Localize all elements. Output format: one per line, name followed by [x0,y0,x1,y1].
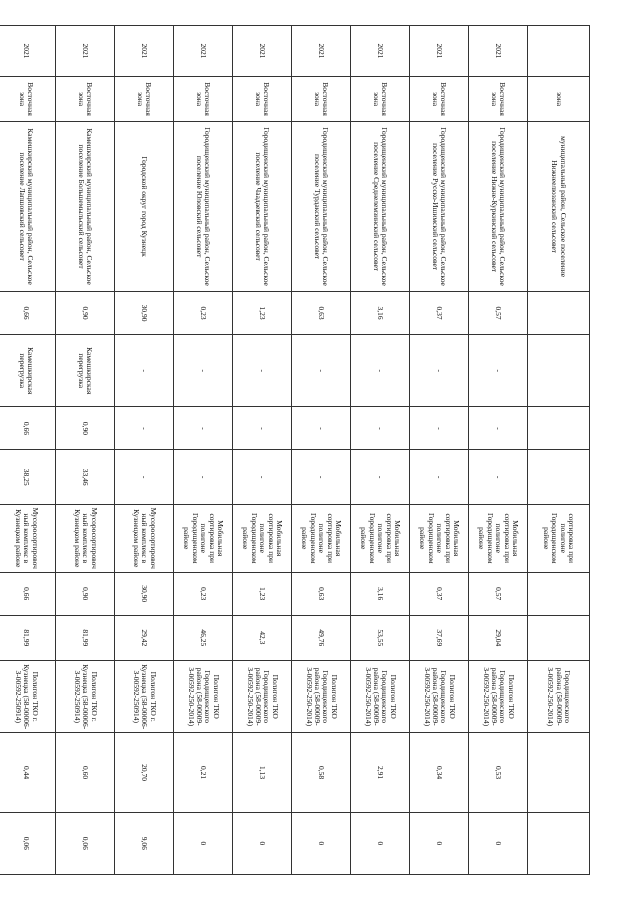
cell-year: 2021 [292,26,351,77]
cell-volume4 [528,572,590,615]
cell-zone: Восточная зона [469,76,528,121]
cell-volume1: 0,23 [174,292,233,335]
cell-volume1: 3,16 [351,292,410,335]
cell-object3: Полигон ТКО Городищенского района (58-00009-З-00592-250-2014) [469,660,528,732]
cell-volume1: 0,63 [292,292,351,335]
cell-zone: Восточная зона [56,76,115,121]
cell-volume1: 0,66 [0,292,56,335]
cell-volume3: 33,46 [56,450,115,504]
cell-municipality: Городищенский муниципальный район, Сельское поселение Турдакский сельсовет [292,122,351,292]
cell-municipality: муниципальный район, Сельское поселение Нижнеелюзанский сельсовет [528,122,590,292]
cell-volume1: 30,90 [115,292,174,335]
cell-volume4: 1,23 [233,572,292,615]
cell-volume4: 0,37 [410,572,469,615]
cell-volume2 [528,407,590,450]
cell-volume4: 3,16 [351,572,410,615]
cell-volume2: - [469,407,528,450]
table-row [410,26,469,875]
cell-object3: Полигон ТКО Городищенского района (58-00009-З-00592-250-2014) [233,660,292,732]
cell-zone: Восточная зона [174,76,233,121]
cell-zone: Восточная зона [233,76,292,121]
cell-value2: 0 [410,812,469,874]
cell-distance: 53,55 [351,615,410,660]
cell-zone: Восточная зона [351,76,410,121]
cell-distance: 81,99 [56,615,115,660]
cell-volume3: - [469,450,528,504]
cell-year: 2021 [115,26,174,77]
cell-distance: 37,69 [410,615,469,660]
cell-year [528,26,590,77]
cell-volume1: 1,23 [233,292,292,335]
cell-value2: 0 [351,812,410,874]
cell-volume2: 0,90 [56,407,115,450]
cell-year: 2021 [233,26,292,77]
cell-volume4: 0,66 [0,572,56,615]
cell-volume4: 30,90 [115,572,174,615]
cell-municipality: Городищенский муниципальный район, Сельское поселение Среднелемзинский сельсовет [351,122,410,292]
cell-volume3: - [351,450,410,504]
cell-distance: 29,42 [115,615,174,660]
cell-object2: Мусоросортировочный комплекс в Кузнецком районе [115,504,174,572]
cell-municipality: Камешкирский муниципальный район, Сельское поселение Большемыльский сельсовет [56,122,115,292]
cell-object2: Мобильная сортировка при полигоне Городищенском районе [292,504,351,572]
cell-value1: 0,21 [174,733,233,812]
cell-volume1: 0,57 [469,292,528,335]
cell-distance [528,615,590,660]
cell-object2: Мобильная сортировка при полигоне Городищенском районе [410,504,469,572]
cell-volume3: - [292,450,351,504]
cell-value2: 9,06 [115,812,174,874]
cell-value1: 0,58 [292,733,351,812]
cell-municipality: Городищенский муниципальный район, Сельское поселение Юловский сельсовет [174,122,233,292]
table-row [233,26,292,875]
cell-municipality: Городищенский муниципальный район, Сельское поселение Чаадаевский сельсовет [233,122,292,292]
cell-object1: - [174,335,233,407]
cell-volume2: - [292,407,351,450]
table-body [0,26,590,875]
cell-object3: Полигон ТКО Городищенского района (58-00009-З-00592-250-2014) [351,660,410,732]
cell-object2: Мобильная сортировка при полигоне Городищенском районе [233,504,292,572]
cell-object1: Камешкирская перегрузка [0,335,56,407]
cell-zone: Восточная зона [292,76,351,121]
cell-value1: 0,60 [56,733,115,812]
cell-distance: 42,3 [233,615,292,660]
cell-volume2: - [115,407,174,450]
cell-value2 [528,812,590,874]
cell-volume1: 0,90 [56,292,115,335]
cell-object3: Полигон ТКО г. Кузнецка (58-00006-З-00592-250914) [0,660,56,732]
cell-volume3: 38,25 [0,450,56,504]
cell-volume1 [528,292,590,335]
cell-municipality: Городищенский муниципальный район, Сельское поселение Нижне-Куркинский сельсовет [469,122,528,292]
cell-object2: Мусоросортировочный комплекс в Кузнецком районе [56,504,115,572]
cell-volume3: - [174,450,233,504]
table-row [0,26,56,875]
cell-value2: 0,06 [0,812,56,874]
table-row [469,26,528,875]
cell-object3: Полигон ТКО г. Кузнецка (58-00006-З-00592-250914) [56,660,115,732]
cell-year: 2021 [174,26,233,77]
cell-object3: Городищенского района (58-00009-З-00592-250-2014) [528,660,590,732]
cell-year: 2021 [410,26,469,77]
cell-value1: 2,91 [351,733,410,812]
cell-year: 2021 [469,26,528,77]
cell-value2: 0,06 [56,812,115,874]
cell-value1: 0,44 [0,733,56,812]
table-row [174,26,233,875]
cell-object1: - [410,335,469,407]
cell-volume4: 0,90 [56,572,115,615]
cell-value2: 0 [469,812,528,874]
cell-volume4: 0,63 [292,572,351,615]
cell-value1: 20,70 [115,733,174,812]
cell-object1: Камешкирская перегрузка [56,335,115,407]
cell-object3: Полигон ТКО Городищенского района (58-00009-З-00592-250-2014) [292,660,351,732]
cell-volume3 [528,450,590,504]
cell-object2: сортировка при полигоне Городищенском районе [528,504,590,572]
cell-municipality: Городищенский муниципальный район, Сельское поселение Русско-Ишимский сельсовет [410,122,469,292]
cell-year: 2021 [56,26,115,77]
cell-volume4: 0,23 [174,572,233,615]
table-row [56,26,115,875]
cell-zone: Восточная зона [410,76,469,121]
cell-object1: - [115,335,174,407]
cell-distance: 81,99 [0,615,56,660]
rotated-page [13,25,590,875]
table-row [292,26,351,875]
cell-object3: Полигон ТКО Городищенского района (58-00009-З-00592-250-2014) [410,660,469,732]
cell-distance: 49,76 [292,615,351,660]
cell-volume4: 0,57 [469,572,528,615]
cell-volume3: - [115,450,174,504]
cell-value2: 0 [233,812,292,874]
cell-volume2: - [233,407,292,450]
cell-value1: 0,34 [410,733,469,812]
waste-flow-table [0,25,590,875]
cell-object1: - [233,335,292,407]
cell-zone: Восточная зона [0,76,56,121]
cell-object3: Полигон ТКО Городищенского района (58-00009-З-00592-250-2014) [174,660,233,732]
cell-volume2: - [351,407,410,450]
cell-value2: 0 [174,812,233,874]
cell-volume3: - [410,450,469,504]
table-row [351,26,410,875]
cell-volume1: 0,37 [410,292,469,335]
cell-municipality: Камешкирский муниципальный район, Сельское поселение Лапшовский сельсовет [0,122,56,292]
cell-year: 2021 [351,26,410,77]
cell-object1: - [292,335,351,407]
cell-zone: Восточная зона [115,76,174,121]
table-row [115,26,174,875]
cell-object1 [528,335,590,407]
cell-distance: 46,25 [174,615,233,660]
cell-object2: Мобильная сортировка при полигоне Городищенском районе [351,504,410,572]
cell-distance: 29,04 [469,615,528,660]
cell-object1: - [351,335,410,407]
cell-volume2: - [174,407,233,450]
cell-zone: зона [528,76,590,121]
cell-value2: 0 [292,812,351,874]
cell-object3: Полигон ТКО г. Кузнецка (58-00006-З-00592-250914) [115,660,174,732]
cell-volume3: - [233,450,292,504]
cell-object2: Мусоросортировочный комплекс в Кузнецком районе [0,504,56,572]
table-row-top [528,26,590,875]
cell-year: 2021 [0,26,56,77]
cell-value1: 0,53 [469,733,528,812]
cell-value1: 1,13 [233,733,292,812]
cell-object1: - [469,335,528,407]
cell-object2: Мобильная сортировка при полигоне Городищенском районе [469,504,528,572]
cell-volume2: - [410,407,469,450]
cell-volume2: 0,66 [0,407,56,450]
cell-object2: Мобильная сортировка при полигоне Городищенском районе [174,504,233,572]
cell-value1 [528,733,590,812]
cell-municipality: Городской округ город Кузнецк [115,122,174,292]
